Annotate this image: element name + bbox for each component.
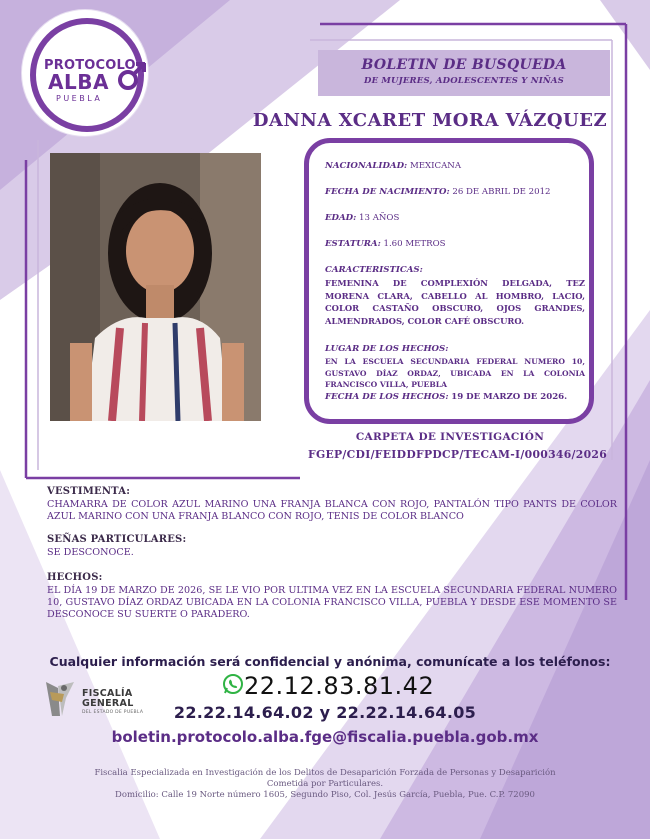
birth-row	[325, 187, 551, 197]
whatsapp-icon	[222, 673, 244, 695]
nationality-value: MEXICANA	[409, 161, 462, 171]
marks-text: SE DESCONOCE.	[47, 547, 134, 558]
fiscalia-line1: FISCALÍA	[82, 688, 133, 699]
bulletin-subtitle: DE MUJERES, ADOLESCENTES Y NIÑAS	[364, 76, 564, 86]
fiscalia-line2: GENERAL	[82, 698, 134, 709]
place-value: EN LA ESCUELA SECUNDARIA FEDERAL NUMERO 10, GUSTAVO DÍAZ ORDAZ, UBICADA EN LA COLONIA FRANCISCO VILLA, PUEBLA	[325, 357, 585, 389]
date-row	[325, 392, 567, 402]
facts-text: EL DÍA 19 DE MARZO DE 2026, SE LE VIO POR ULTIMA VEZ EN LA ESCUELA SECUNDARIA FEDERAL NUMERO 10, GUSTAVO DÍAZ ORDAZ UBICADA EN LA COLONIA FRANCISCO VILLA, PUEBLA Y DESDE ESE MOMENTO SE DESCONOCE SU SUERTE O PARADERO.	[47, 585, 617, 620]
date-value: 19 DE MARZO DE 2026.	[451, 392, 568, 402]
fiscalia-logo	[42, 676, 152, 722]
nationality-label: NACIONALIDAD:	[325, 161, 408, 171]
bulletin-header	[318, 50, 610, 96]
date-label: FECHA DE LOS HECHOS:	[325, 392, 449, 402]
logo-text-alba: ALBA	[48, 70, 109, 94]
protocolo-alba-logo	[22, 10, 148, 136]
age-label: EDAD:	[325, 213, 357, 223]
bulletin-title: BOLETIN DE BUSQUEDA	[361, 57, 567, 73]
birth-value: 26 DE ABRIL DE 2012	[452, 187, 551, 197]
height-label: ESTATURA:	[325, 239, 381, 249]
logo-text-protocolo: PROTOCOLO	[44, 58, 136, 73]
facts-label: HECHOS:	[47, 572, 103, 583]
features-value: FEMENINA DE COMPLEXIÓN DELGADA, TEZ MORENA CLARA, CABELLO AL HOMBRO, LACIO, COLOR CASTAÑO OBSCURO, OJOS GRANDES, ALMENDRADOS, COLOR CAFÉ OBSCURO.	[325, 278, 585, 326]
fiscalia-line3: DEL ESTADO DE PUEBLA	[82, 710, 144, 715]
marks-label: SEÑAS PARTICULARES:	[47, 534, 187, 545]
height-row	[325, 239, 446, 249]
clothing-text: CHAMARRA DE COLOR AZUL MARINO UNA FRANJA BLANCA CON ROJO, PANTALÓN TIPO PANTS DE COLOR AZUL MARINO CON UNA FRANJA BLANCO CON ROJO, TENIS DE COLOR BLANCO	[47, 499, 617, 522]
investigation-number: FGEP/CDI/FEIDDFPDCP/TECAM-I/000346/2026	[307, 448, 608, 461]
age-row	[325, 213, 399, 223]
logo-text-puebla: PUEBLA	[56, 94, 103, 103]
footer-line2: Cometida por Particulares.	[266, 779, 384, 789]
footer-line1: Fiscalia Especializada en Investigación de los Delitos de Desaparición Forzada de Personas y Desaparición	[94, 768, 556, 778]
female-symbol-icon	[112, 62, 152, 102]
features-label: CARACTERISTICAS:	[325, 265, 423, 275]
phone-main[interactable]: 22.12.83.81.42	[244, 672, 435, 700]
person-name: DANNA XCARET MORA VÁZQUEZ	[252, 110, 608, 131]
birth-label: FECHA DE NACIMIENTO:	[325, 187, 450, 197]
contact-email[interactable]: boletin.protocolo.alba.fge@fiscalia.puebla.gob.mx	[111, 728, 539, 746]
info-card	[304, 138, 594, 424]
place-label: LUGAR DE LOS HECHOS:	[325, 344, 449, 354]
clothing-label: VESTIMENTA:	[47, 486, 131, 497]
phones-secondary[interactable]: 22.22.14.64.02 y 22.22.14.64.05	[173, 703, 477, 722]
person-photo	[50, 153, 261, 421]
age-value: 13 AÑOS	[359, 213, 400, 223]
investigation-label: CARPETA DE INVESTIGACIÓN	[355, 431, 545, 443]
height-value: 1.60 METROS	[383, 239, 446, 249]
contact-intro: Cualquier información será confidencial y anónima, comunícate a los teléfonos:	[49, 654, 611, 669]
eagle-emblem-icon	[42, 678, 78, 720]
nationality-row	[325, 161, 461, 171]
footer-address: Domicilio: Calle 19 Norte número 1605, Segundo Piso, Col. Jesús García, Puebla, Pue. C.P. 72090	[115, 790, 535, 800]
